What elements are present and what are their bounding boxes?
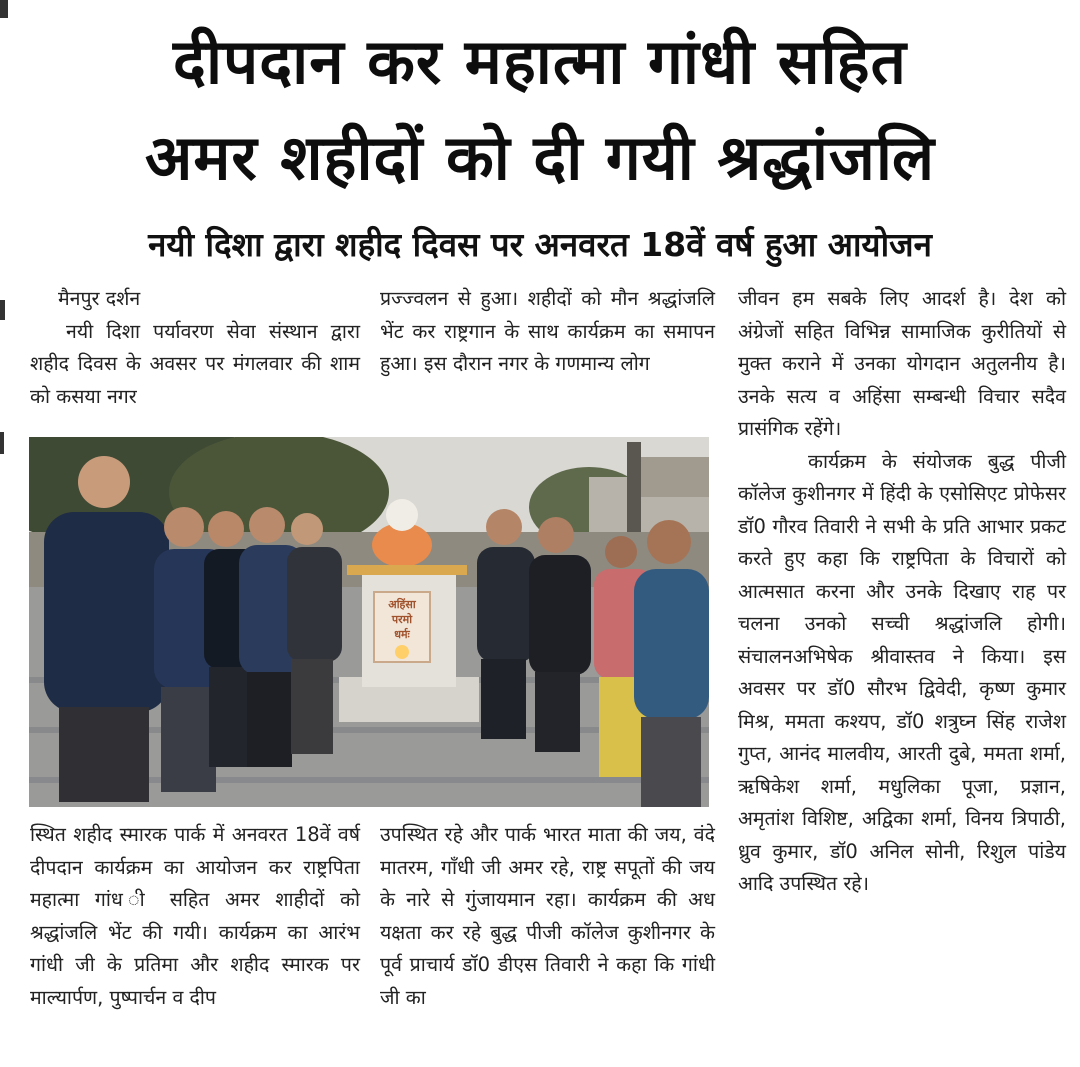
page-edge-mark [0, 432, 4, 454]
news-photo [29, 437, 709, 807]
article-column-3 [738, 283, 1066, 901]
monument-plaque [376, 597, 428, 642]
photo-illustration [29, 437, 709, 807]
dateline: मैनपुर दर्शन [58, 287, 141, 310]
paragraph: कार्यक्रम के संयोजक बुद्ध पीजी कॉलेज कुशीनगर में हिंदी के एसोसिएट प्रोफेसर डॉ0 गौरव तिवारी ने सभी के प्रति आभार प्रकट करते हुए कहा कि राष्ट्रपिता के विचारों को आत्मसात करना और उनके दिखाए राह पर चलना उनको सच्ची श्रद्धांजलि होगी। संचालनअभिषेक श्रीवास्तव ने किया। इस अवसर पर डॉ0 सौरभ द्विवेदी, कृष्ण कुमार मिश्र, ममता कश्यप, डॉ0 शत्रुघ्न सिंह राजेश गुप्त, आनंद मालवीय, आरती दुबे, ममता शर्मा, ऋषिकेश शर्मा, मधुलिका पूजा, प्रज्ञान, अमृतांश विशिष्ट, अद्विका शर्मा, विनय त्रिपाठी, ध्रुव कुमार, डॉ0 अनिल सोनी, रिशुल पांडेय आदि उपस्थित रहे। [738, 449, 1066, 895]
paragraph: नयी दिशा पर्यावरण सेवा संस्थान द्वारा शहीद दिवस के अवसर पर मंगलवार की शाम को कसया नगर [30, 319, 360, 408]
plaque-line: धर्मः [394, 628, 410, 641]
paragraph: उपस्थित रहे और पार्क भारत माता की जय, वंदे मातरम, गाँधी जी अमर रहे, राष्ट्र सपूतों की जय के नारे से गुंजायमान रहा। कार्यक्रम की अध यक्षता कर रहे बुद्ध पीजी कॉलेज कुशीनगर के पूर्व प्राचार्य डॉ0 डीएस तिवारी ने कहा कि गांधी जी का [380, 823, 715, 1009]
article-column-1-top [30, 283, 360, 413]
paragraph: स्थित शहीद स्मारक पार्क में अनवरत 18वें वर्ष दीपदान कार्यक्रम का आयोजन कर राष्ट्रपिता महात्मा गांध ी सहित अमर शाहीदों को श्रद्धांजलि भेंट की गयी। कार्यक्रम का आरंभ गांधी जी के प्रतिमा और शहीद स्मारक पर माल्यार्पण, पुष्पार्चन व दीप [30, 823, 360, 1009]
article-column-1-bottom [30, 819, 360, 1014]
paragraph: जीवन हम सबके लिए आदर्श है। देश को अंग्रेजों सहित विभिन्न सामाजिक कुरीतियों से मुक्त कराने में उनका योगदान अतुलनीय है। उनके सत्य व अहिंसा सम्बन्धी विचार सदैव प्रासंगिक रहेंगे। [738, 287, 1066, 440]
headline-line-2: अमर शहीदों को दी गयी श्रद्धांजलि [144, 121, 935, 194]
page-edge-mark [0, 300, 5, 320]
page-edge-mark [0, 0, 8, 18]
plaque-line: परमो [391, 613, 413, 626]
subheadline: नयी दिशा द्वारा शहीद दिवस पर अनवरत 18वें वर्ष हुआ आयोजन [148, 225, 932, 264]
paragraph: प्रज्ज्वलन से हुआ। शहीदों को मौन श्रद्धांजलि भेंट कर राष्ट्रगान के साथ कार्यक्रम का समापन हुआ। इस दौरान नगर के गणमान्य लोग [380, 287, 715, 375]
plaque-line: अहिंसा [388, 598, 416, 611]
article-column-2-bottom [380, 819, 715, 1014]
headline-line-1: दीपदान कर महात्मा गांधी सहित [173, 25, 907, 98]
article-column-2-top [380, 283, 715, 381]
